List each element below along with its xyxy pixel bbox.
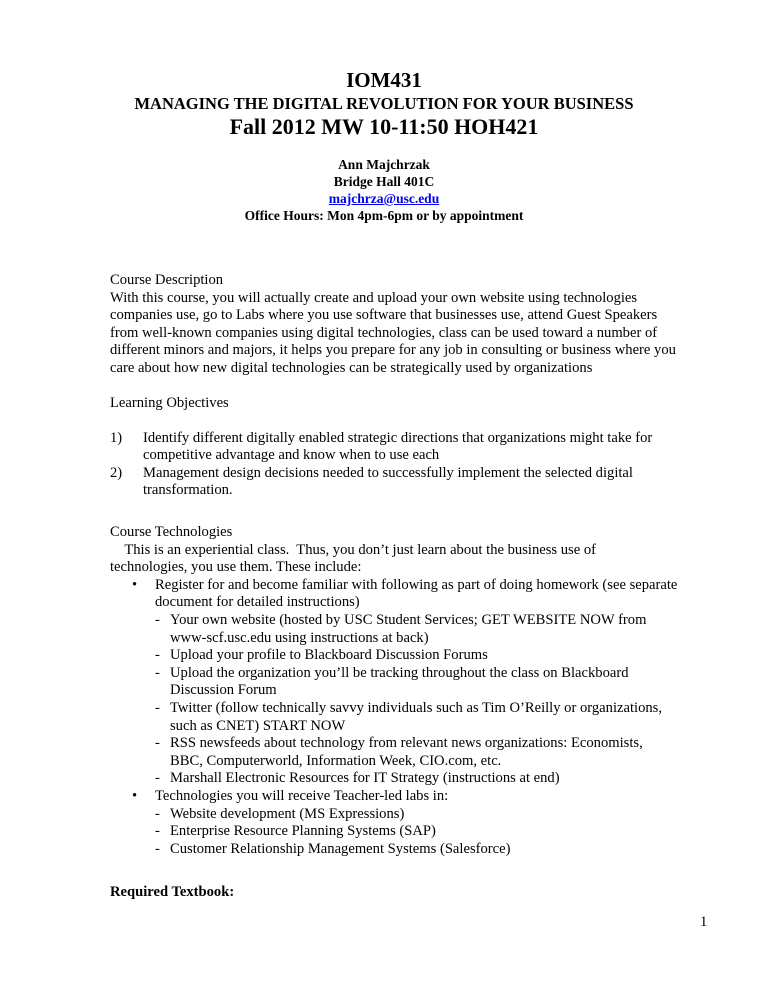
learning-objectives-section (110, 395, 710, 500)
course-description-text (110, 290, 710, 378)
sub-item (122, 806, 710, 824)
dash-icon: - (155, 805, 160, 822)
sub-item (122, 823, 710, 841)
description-line: from well-known companies using digital technologies, class can be used toward a number of (110, 324, 658, 341)
term-line: Fall 2012 MW 10-11:50 HOH421 (229, 114, 539, 139)
objective-number: 2) (110, 464, 123, 481)
course-code: IOM431 (346, 68, 422, 92)
sub-item-line: Your own website (hosted by USC Student Services; GET WEBSITE NOW from (170, 611, 647, 628)
sub-item-line: Customer Relationship Management Systems (Salesforce) (170, 840, 511, 857)
course-technologies-section (110, 524, 710, 858)
sub-item (122, 612, 710, 647)
sub-item (122, 770, 710, 788)
sub-item-line: Marshall Electronic Resources for IT Strategy (instructions at end) (170, 770, 560, 787)
course-description-heading: Course Description (110, 272, 224, 288)
dash-icon: - (155, 823, 160, 840)
page-number: 1 (700, 914, 708, 930)
description-line: companies use, go to Labs where you use software that businesses use, attend Guest Speakers (110, 307, 658, 324)
course-description-section (110, 272, 710, 378)
sub-item-line: Upload your profile to Blackboard Discussion Forums (170, 647, 488, 664)
bullet-icon: • (132, 576, 138, 593)
intro-line: technologies, you use them. These include: (110, 559, 362, 576)
bullet-line: document for detailed instructions) (155, 594, 360, 611)
sub-item (122, 647, 710, 665)
dash-icon: - (155, 770, 160, 787)
objective-line: competitive advantage and know when to use each (143, 447, 440, 464)
dash-icon: - (155, 735, 160, 752)
technologies-intro (110, 542, 710, 577)
sub-item-line: Discussion Forum (170, 682, 277, 699)
description-line: different minors and majors, it helps you prepare for any job in consulting or business where you (110, 342, 676, 359)
learning-objectives-heading: Learning Objectives (110, 395, 229, 411)
dash-icon: - (155, 611, 160, 628)
intro-line: This is an experiential class. Thus, you don’t just learn about the business use of (110, 541, 596, 558)
description-line: care about how new digital technologies can be strategically used by organizations (110, 359, 593, 376)
objective-line: Management design decisions needed to successfully implement the selected digital (143, 464, 633, 481)
required-textbook-heading: Required Textbook: (110, 884, 235, 900)
sub-item-line: BBC, Computerworld, Information Week, CIO.com, etc. (170, 752, 502, 769)
technology-bullet (122, 577, 710, 788)
sub-item (122, 735, 710, 770)
sub-item (122, 841, 710, 859)
objective-item (110, 465, 710, 500)
course-title: MANAGING THE DIGITAL REVOLUTION FOR YOUR BUSINESS (134, 94, 634, 113)
dash-icon: - (155, 699, 160, 716)
dash-icon: - (155, 840, 160, 857)
bullet-icon: • (132, 787, 138, 804)
course-technologies-heading: Course Technologies (110, 524, 233, 540)
sub-item (122, 700, 710, 735)
bullet-line: Register for and become familiar with following as part of doing homework (see separate (155, 576, 678, 593)
bullet-line: Technologies you will receive Teacher-led labs in: (155, 787, 449, 804)
objective-line: Identify different digitally enabled strategic directions that organizations might take for (143, 429, 653, 446)
sub-item-line: Website development (MS Expressions) (170, 805, 405, 822)
sub-item-line: Twitter (follow technically savvy individuals such as Tim O’Reilly or organizations, (170, 699, 662, 716)
office-hours: Office Hours: Mon 4pm-6pm or by appointment (244, 208, 524, 223)
office-location: Bridge Hall 401C (333, 174, 435, 189)
sub-item-line: such as CNET) START NOW (170, 717, 346, 734)
objective-line: transformation. (143, 482, 233, 499)
instructor-info (0, 156, 768, 224)
objective-item (110, 430, 710, 465)
sub-item (122, 665, 710, 700)
technology-bullet (122, 788, 710, 858)
email-link[interactable]: majchrza@usc.edu (328, 191, 440, 206)
sub-item-line: Enterprise Resource Planning Systems (SAP) (170, 823, 436, 840)
sub-item-line: www-scf.usc.edu using instructions at back) (170, 629, 429, 646)
instructor-name: Ann Majchrzak (338, 157, 430, 172)
dash-icon: - (155, 664, 160, 681)
description-line: With this course, you will actually create and upload your own website using technologies (110, 289, 638, 306)
sub-item-line: Upload the organization you’ll be tracking throughout the class on Blackboard (170, 664, 629, 681)
sub-item-line: RSS newsfeeds about technology from relevant news organizations: Economists, (170, 735, 643, 752)
dash-icon: - (155, 647, 160, 664)
objective-number: 1) (110, 429, 123, 446)
